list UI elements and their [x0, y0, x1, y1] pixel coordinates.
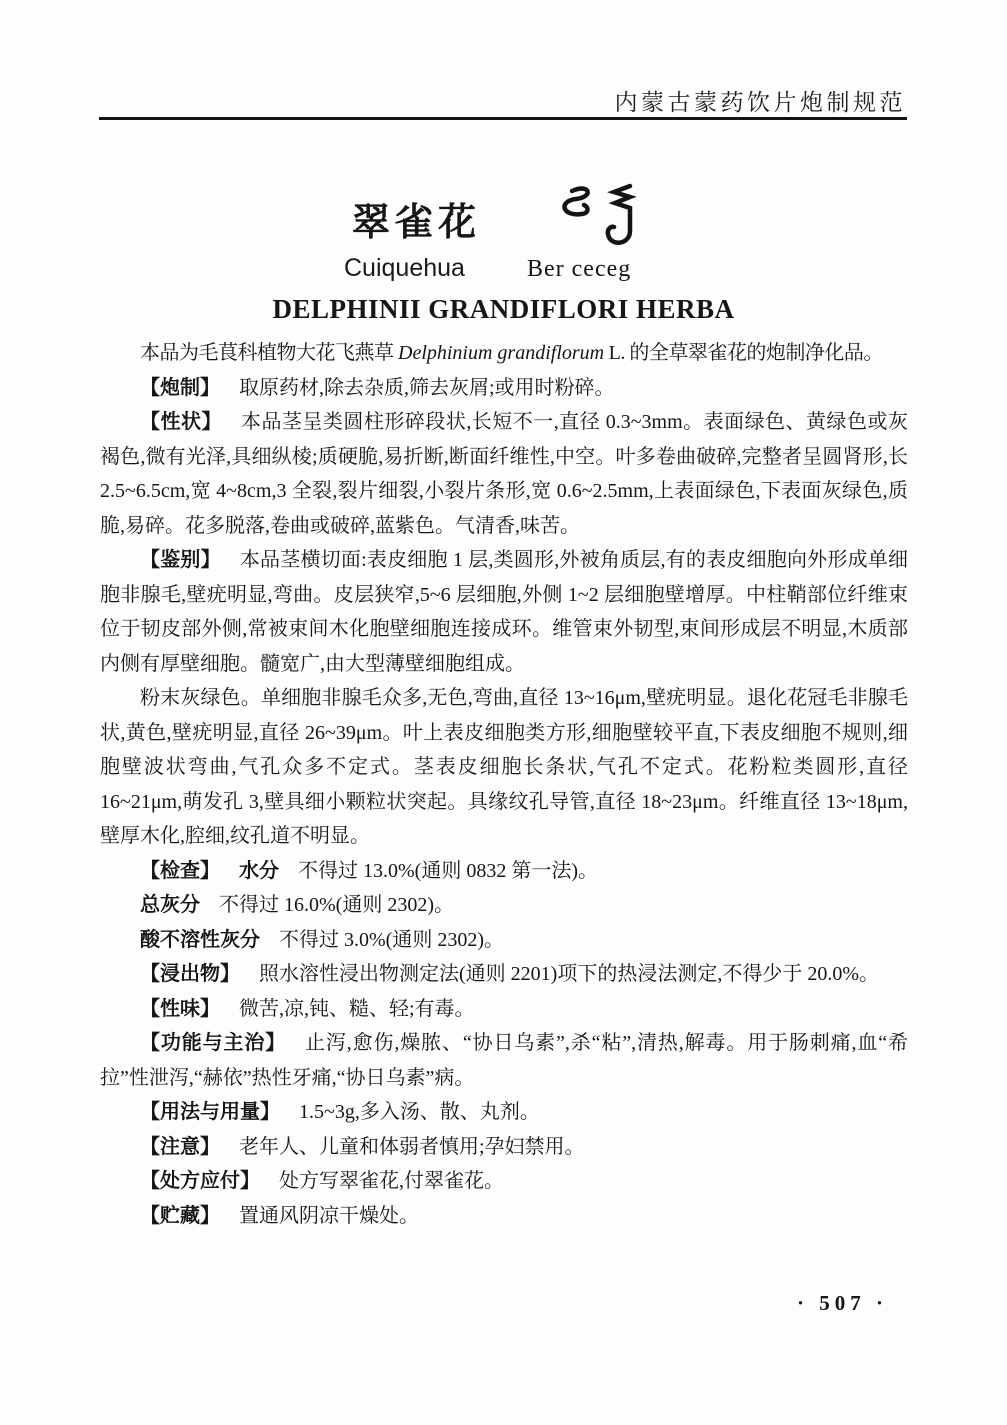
header-rule: [99, 117, 907, 120]
section-jianbie: [100, 543, 908, 681]
section-text: 本品茎呈类圆柱形碎段状,长短不一,直径 0.3~3mm。表面绿色、黄绿色或灰褐色,微有光泽,具细纵棱;质硬脆,易折断,断面纤维性,中空。叶多卷曲破碎,完整者呈圆肾形,长 2.5~6.5cm,宽 4~8cm,3 全裂,裂片细裂,小裂片条形,宽 0.6~2.5mm,上表面绿色,下表面灰绿色,质脆,易碎。花多脱落,卷曲或破碎,蓝紫色。气清香,味苦。: [100, 411, 908, 537]
section-yongfa-yongliang: [100, 1095, 908, 1130]
section-powder-description: [100, 681, 908, 854]
section-label: 【检查】: [140, 859, 220, 882]
section-text: 处方写翠雀花,付翠雀花。: [279, 1170, 504, 1192]
section-label: 【鉴别】: [140, 549, 221, 571]
monograph-body: [100, 336, 908, 1233]
running-header: 内蒙古蒙药饮片炮制规范: [614, 90, 906, 115]
section-text: 取原药材,除去杂质,筛去灰屑;或用时粉碎。: [239, 376, 615, 399]
section-label: 【用法与用量】: [140, 1101, 280, 1123]
page-number: · 507 ·: [797, 1291, 889, 1315]
section-text: 不得过 13.0%(通则 0832 第一法)。: [298, 859, 598, 882]
section-label: 【注意】: [140, 1135, 220, 1158]
section-zhuyi: [100, 1130, 908, 1165]
intro-paragraph: [100, 336, 908, 371]
intro-text-suffix: L. 的全草翠雀花的炮制净化品。: [604, 342, 883, 364]
section-total-ash: [100, 888, 908, 923]
section-text: 止泻,愈伤,燥脓、“协日乌素”,杀“粘”,清热,解毒。用于肠刺痛,血“希拉”性泄泻,“赫依”热性牙痛,“协日乌素”病。: [100, 1032, 908, 1089]
section-text: 本品茎横切面:表皮细胞 1 层,类圆形,外被角质层,有的表皮细胞向外形成单细胞非腺毛,壁疣明显,弯曲。皮层狭窄,5~6 层细胞,外侧 1~2 层细胞壁增厚。中柱鞘部位纤维束位于韧皮部外侧,常被束间木化胞壁细胞连接成环。维管束外韧型,束间形成层不明显,木质部内侧有厚壁细胞。髓宽广,由大型薄壁细胞组成。: [100, 549, 908, 675]
section-jinchuwu: [100, 957, 908, 992]
botanical-latin-name: Delphinium grandiflorum: [398, 342, 605, 364]
section-xingzhuang: [100, 405, 908, 543]
section-text: 微苦,凉,钝、糙、轻;有毒。: [239, 997, 475, 1020]
section-label: 【功能与主治】: [140, 1032, 287, 1054]
section-chufang-yingfu: [100, 1164, 908, 1199]
section-sublabel: 水分: [239, 859, 279, 882]
section-zhucang: [100, 1199, 908, 1234]
section-text: 照水溶性浸出物测定法(通则 2201)项下的热浸法测定,不得少于 20.0%。: [259, 963, 879, 985]
mongolian-script-icon: [556, 181, 658, 256]
section-text: 1.5~3g,多入汤、散、丸剂。: [299, 1101, 540, 1123]
section-xingwei: [100, 992, 908, 1027]
section-label: 【浸出物】: [140, 963, 240, 985]
section-acid-insoluble-ash: [100, 923, 908, 958]
section-text: 粉末灰绿色。单细胞非腺毛众多,无色,弯曲,直径 13~16μm,壁疣明显。退化花冠毛非腺毛状,黄色,壁疣明显,直径 26~39μm。叶上表皮细胞类方形,细胞壁较平直,下表皮细胞不规则,细胞壁波状弯曲,气孔众多不定式。茎表皮细胞长条状,气孔不定式。花粉粒类圆形,直径 16~21μm,萌发孔 3,壁具细小颗粒状突起。具缘纹孔导管,直径 18~23μm。纤维直径 13~18μm,壁厚木化,腔细,纹孔道不明显。: [100, 687, 908, 847]
section-text: 不得过 3.0%(通则 2302)。: [279, 928, 504, 951]
section-text: 置通风阴凉干燥处。: [239, 1204, 419, 1227]
intro-text-prefix: 本品为毛茛科植物大花飞燕草: [140, 342, 398, 364]
section-label: 【炮制】: [140, 376, 220, 399]
section-label: 总灰分: [140, 894, 200, 916]
section-paozhi: [100, 371, 908, 406]
section-text: 不得过 16.0%(通则 2302)。: [219, 894, 454, 916]
section-label: 【性味】: [140, 997, 220, 1020]
drug-title-latin-pharmaceutical: DELPHINII GRANDIFLORI HERBA: [272, 294, 735, 324]
drug-title-mongolian-latin: Ber ceceg: [527, 256, 632, 282]
section-label: 【性状】: [140, 411, 222, 433]
section-label: 【处方应付】: [140, 1170, 260, 1192]
section-gongneng-zhuzhi: [100, 1026, 908, 1095]
section-jiancha-water: [100, 854, 908, 889]
drug-title-pinyin: Cuiquehua: [344, 254, 465, 282]
section-label: 【贮藏】: [140, 1204, 220, 1227]
section-text: 老年人、儿童和体弱者慎用;孕妇禁用。: [239, 1135, 585, 1158]
section-label: 酸不溶性灰分: [140, 928, 260, 951]
drug-title-chinese: 翠雀花: [352, 202, 482, 244]
